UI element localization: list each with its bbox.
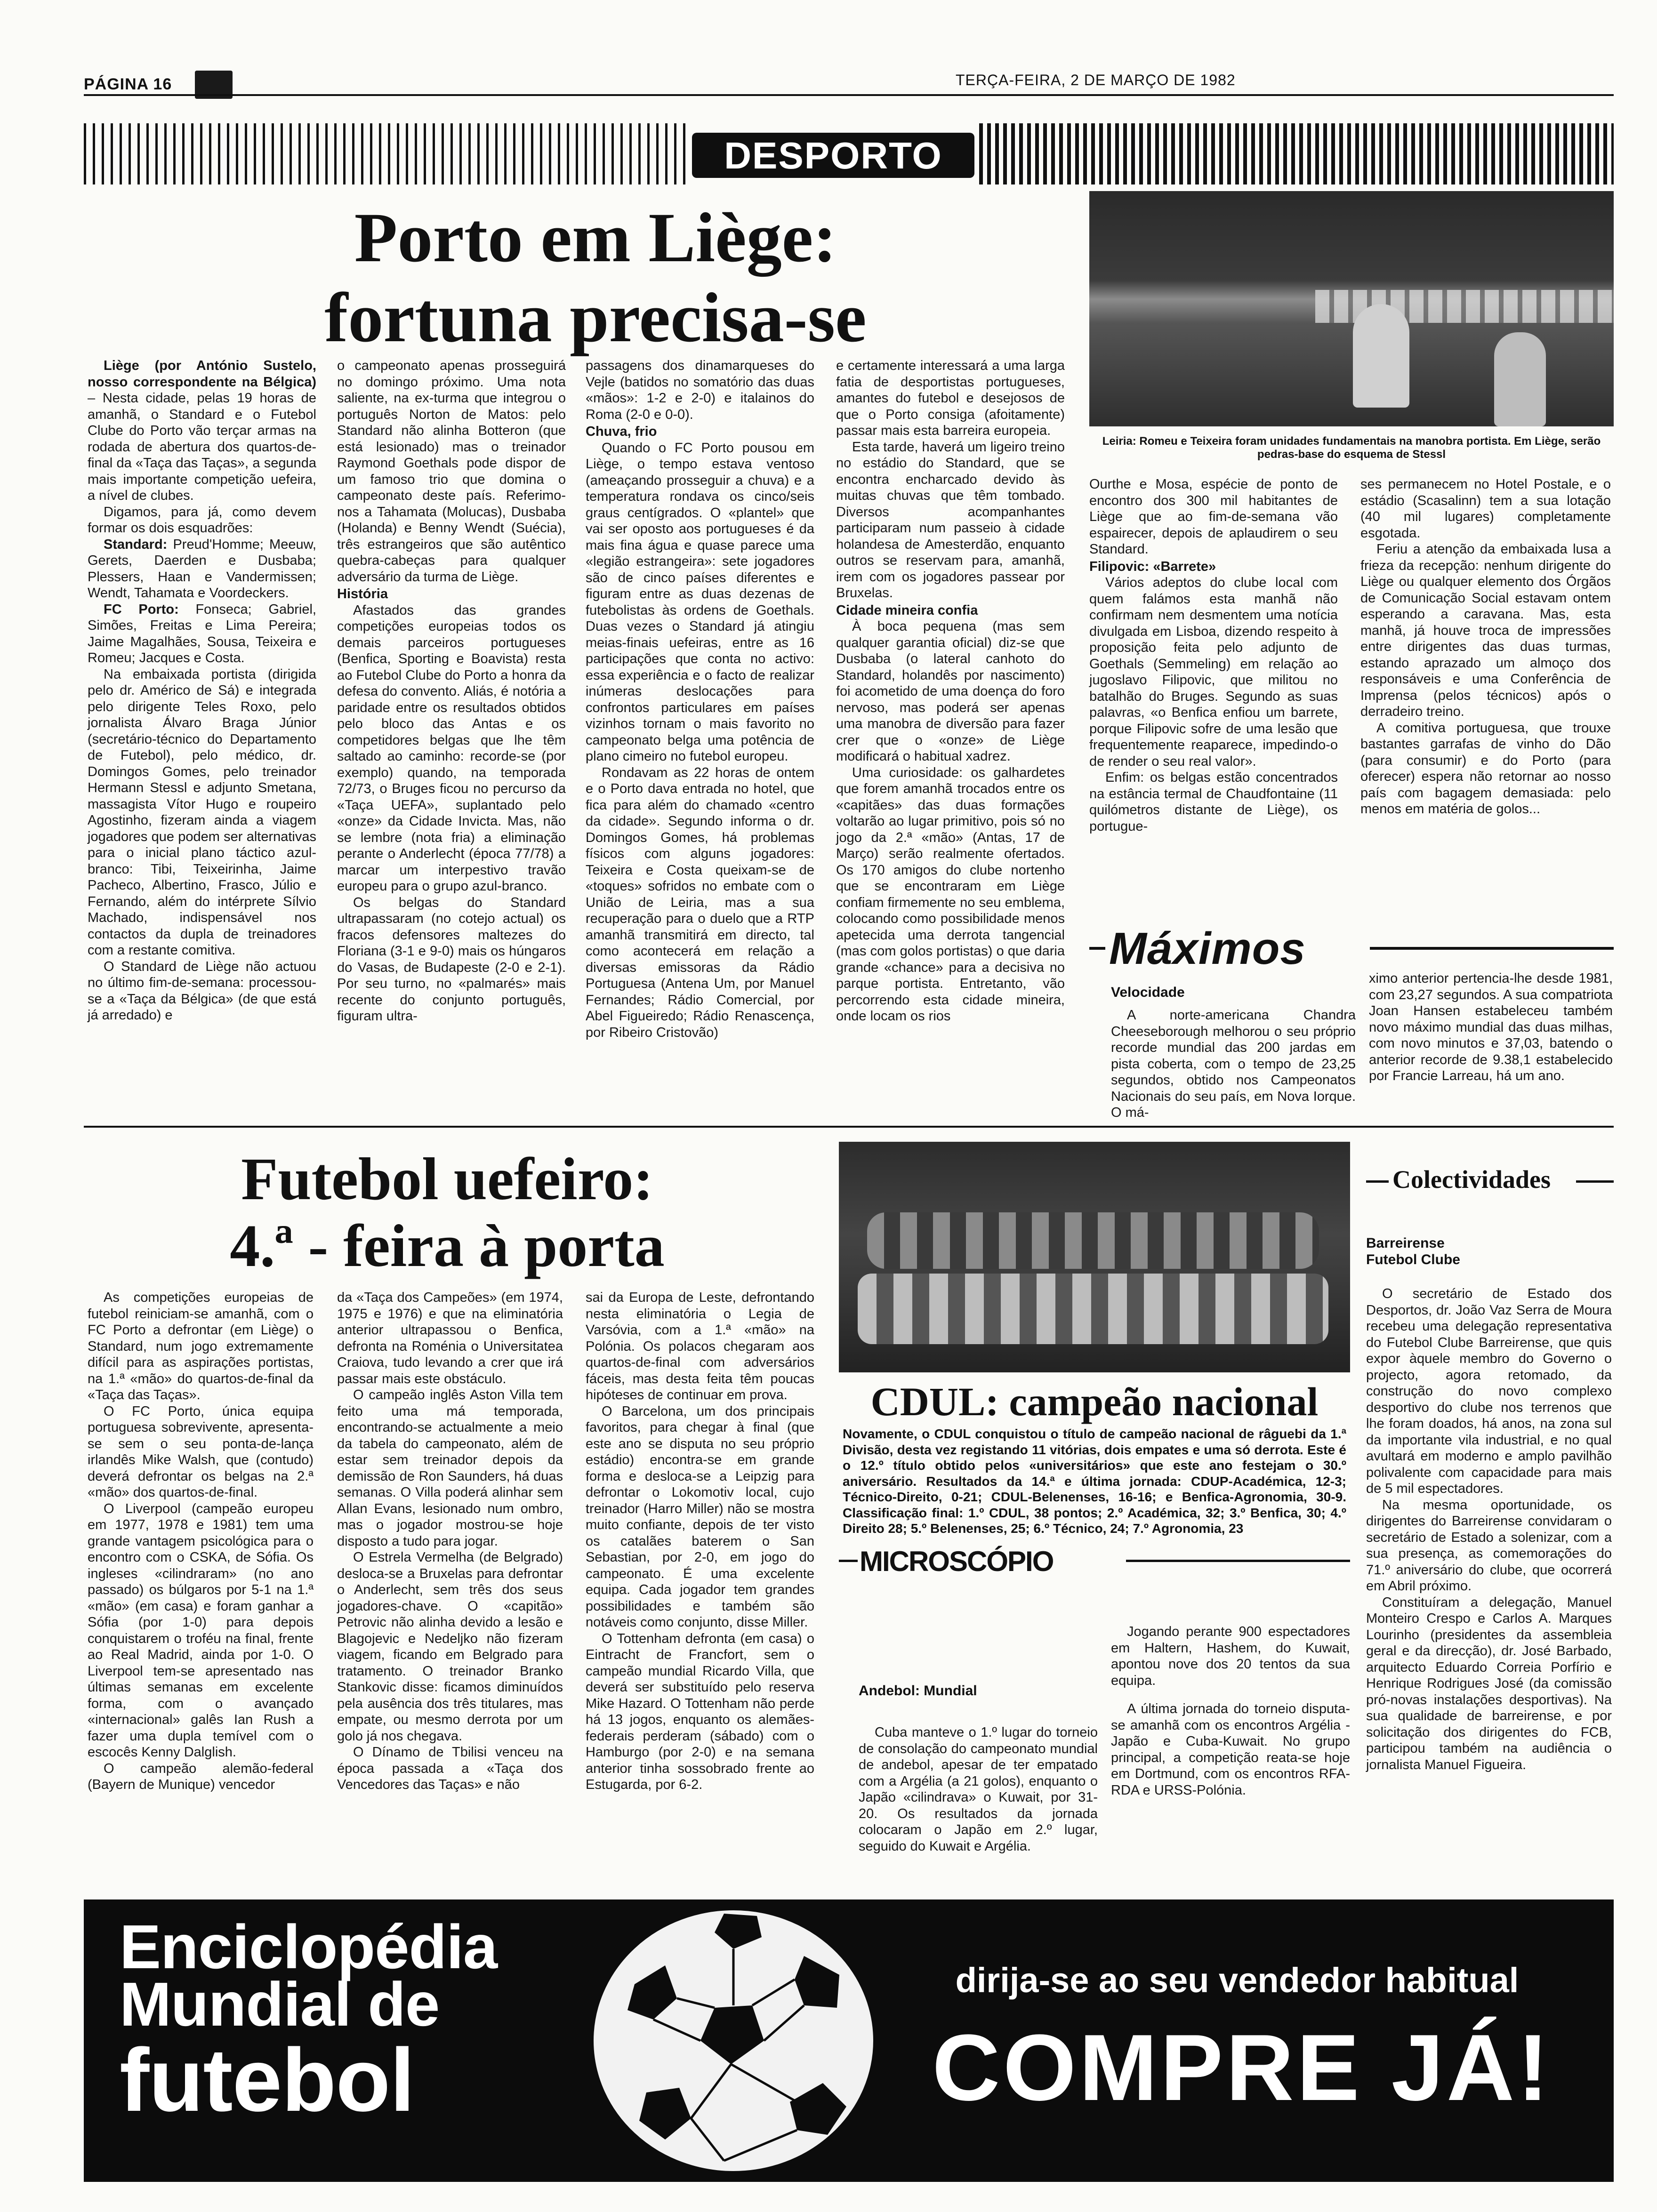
- paragraph: À boca pequena (mas sem qualquer garantia oficial) diz-se que Dusbaba (o lateral canhoto do Standard, holandês por nascimento) foi acometido de uma doença do foro nervoso, mas poderá ser apenas uma manobra de diversão para fazer crer que o «onze» de Liège modificará o habitual xadrez.: [836, 619, 1065, 764]
- ad-line: Mundial de: [120, 1970, 440, 2039]
- uefa-col-2: [337, 1290, 563, 1793]
- uefa-col-1: [88, 1290, 314, 1793]
- maximos-title: Máximos: [1109, 923, 1306, 974]
- liege-col-3: [586, 358, 814, 1041]
- ad-cta: COMPRE JÁ!: [932, 2015, 1552, 2120]
- headline-line: Futebol uefeiro:: [241, 1146, 653, 1212]
- paragraph: O campeão inglês Aston Villa tem feito uma má temporada, encontrando-se actualmente a meio da tabela do campeonato, além de estar sem treinador depois da demissão de Ron Saunders, há duas semanas. O Villa poderá alinhar sem Allan Evans, lesionado num ombro, mas o jogador mostrou-se hoje disposto a tudo para jogar.: [337, 1387, 563, 1549]
- paragraph: O campeão alemão-federal (Bayern de Munique) vencedor: [88, 1761, 314, 1792]
- micro-text: Cuba manteve o 1.º lugar do torneio de consolação do campeonato mundial de andebol, apesar de ter empatado com a Argélia (a 21 golos), enquanto o Japão «cilindrava» o Kuwait, por 31-20. Os resultados da jornada colocaram o Japão em 2.º lugar, seguido do Kuwait e Argélia.: [859, 1725, 1098, 1854]
- ad-line: futebol: [120, 2030, 415, 2130]
- liege-col-5: [1089, 476, 1338, 834]
- headline-line: fortuna precisa-se: [324, 279, 867, 357]
- paragraph-lead: FC Porto:: [104, 601, 179, 617]
- maximos-col-2: [1369, 970, 1613, 1084]
- micro-rule-right: [1126, 1560, 1350, 1562]
- micro-col-1: [859, 1724, 1098, 1854]
- paragraph: O Liverpool (campeão europeu em 1977, 1978 e 1981) tem uma grande vantagem psicológica para o encontro com o CSKA, de Sófia. Os ingleses «cilindraram» (no ano passado) os búlgaros por 5-1 na 1.ª «mão» (em casa) e foram ganhar a Sófia (por 1-0) para depois conquistarem o troféu na final, frente ao Real Madrid, ainda por 1-0. O Liverpool tem-se apresentado nas últimas semanas em excelente forma, com o avançado «internacional» galês Ian Rush a fazer uma dupla temível com o escocês Kenny Dalglish.: [88, 1501, 314, 1760]
- paragraph: FC Porto: Fonseca; Gabriel, Simões, Freitas e Lima Pereira; Jaime Magalhães, Sousa, Teixeira e Romeu; Jacques e Costa.: [88, 601, 316, 665]
- paragraph: O Tottenham defronta (em casa) o Eintracht de Francfort, sem o campeão mundial Ricardo Villa, que deverá ser substituído pelo reserva Mike Hazard. O Tottenham não perde há 13 jogos, enquanto os alemães-federais perderam (sábado) com o Hamburgo (por 2-0) e na semana anterior tinha sossobrado frente ao Estugarda, por 6-2.: [586, 1631, 814, 1792]
- subheading: História: [337, 586, 388, 601]
- headline-line: 4.ª - feira à porta: [230, 1212, 665, 1279]
- soccer-ball-icon-svg: [583, 1904, 884, 2177]
- colect-body: [1366, 1286, 1612, 1773]
- paragraph: Na embaixada portista (dirigida pelo dr. Américo de Sá) e integrada pelo dirigente Teles Roxo, pelo jornalista Álvaro Braga Júnior (secretário-técnico do Departamento de Futebol), pelo médico, dr. Domingos Gomes, pelo treinador Hermann Stessl e adjunto Smetana, massagista Vítor Hugo e roupeiro Agostinho, fizeram ainda a viagem jogadores que podem ser alternativas para o inicial plano táctico azul-branco: Tibi, Teixeirinha, Jaime Pacheco, Albertino, Frasco, Júlio e Fernando, além do intérprete Sílvio Machado, indispensável nos contactos da dupla de treinadores com a restante comitiva.: [88, 666, 316, 958]
- paragraph: Digamos, para já, como devem formar os dois esquadrões:: [88, 504, 316, 536]
- liege-col-4: [836, 358, 1065, 1025]
- micro-subhead: Andebol: Mundial: [859, 1683, 977, 1699]
- ad-tagline: dirija-se ao seu vendedor habitual: [955, 1961, 1519, 2000]
- micro-text: A última jornada do torneio disputa-se amanhã com os encontros Argélia - Japão e Cuba-Kuwait. No grupo principal, a competição reata-se hoje em Dortmund, com os encontros RFA-RDA e URSS-Polónia.: [1111, 1701, 1350, 1798]
- photo-player: [1494, 332, 1546, 426]
- maximos-text: ximo anterior pertencia-lhe desde 1981, com 23,27 segundos. A sua compatriota Joan Hansen estabeleceu também novo máximo mundial das duas milhas, com novo minutos e 37,03, batendo o anterior recorde de 9.38,1 estabelecido por Francie Larreau, há um ano.: [1369, 971, 1613, 1083]
- paragraph: da «Taça dos Campeões» (em 1974, 1975 e 1976) e que na eliminatória anterior ultrapassou o Benfica, defronta na Roménia o Universitatea Craiova, tudo levando a crer que irá passar mais este obstáculo.: [337, 1290, 563, 1387]
- subheading: Chuva, frio: [586, 424, 657, 439]
- section-band-right: [979, 123, 1614, 184]
- headline-liege: [282, 198, 909, 358]
- micro-title: MICROSCÓPIO: [860, 1546, 1054, 1577]
- cdul-title: CDUL: campeão nacional: [870, 1379, 1319, 1424]
- paragraph: Feriu a atenção da embaixada lusa a frieza da recepção: nenhum dirigente do Liège ou qualquer elemento dos Órgãos de Comunicação Social estavam ontem esperando a caravana. Mas, esta manhã, já houve troca de impressões entre dirigentes das duas turmas, estando aprazado um almoço dos responsáveis e uma Conferência de Imprensa (pelos técnicos) após o derradeiro treino.: [1360, 542, 1611, 719]
- paragraph: Standard: Preud'Homme; Meeuw, Gerets, Daerden e Dusbaba; Plessers, Haan e Vandermissen; Wendt, Tahamata e Voordeckers.: [88, 537, 316, 601]
- paragraph: ses permanecem no Hotel Postale, e o estádio (Scasalinn) tem a sua lotação (40 mil lugares) completamente esgotada.: [1360, 477, 1611, 541]
- match-photo: [1089, 191, 1614, 426]
- paragraph: Enfim: os belgas estão concentrados na estância termal de Chaudfontaine (11 quilómetros distante de Liège), os portugue-: [1089, 770, 1338, 834]
- paragraph: A comitiva portuguesa, que trouxe bastantes garrafas de vinho do Dão (para consumir) e do Porto (para oferecer) espera não retornar ao nosso país com bagagem demasiada: pelo menos em matéria de golos...: [1360, 720, 1611, 817]
- paragraph: O FC Porto, única equipa portuguesa sobrevivente, apresenta-se sem o seu ponta-de-lança irlandês Mike Walsh, que (contudo) deverá defrontar os belgas na 2.ª «mão» dos quartos-de-final.: [88, 1403, 314, 1500]
- headline-line: Porto em Liège:: [354, 199, 837, 277]
- paragraph: Os belgas do Standard ultrapassaram (no cotejo actual) os fracos defensores maltezes do Floriana (3-1 e 9-0) mais os húngaros do Vasas, de Budapeste (2-0 e 2-1). Por seu turno, no «palmarés» mais recente do conjunto português, figuram ultra-: [337, 895, 566, 1024]
- micro-rule-left: [839, 1560, 858, 1562]
- maximos-rule-left: [1089, 947, 1105, 950]
- colect-club: Barreirense Futebol Clube: [1366, 1235, 1460, 1267]
- micro-col-2: [1111, 1624, 1350, 1798]
- paragraph: Liège (por António Sustelo, nosso correspondente na Bélgica) – Nesta cidade, pelas 19 horas de amanhã, o Standard e o Futebol Clube do Porto vão terçar armas na rodada de abertura dos quartos-de-final da «Taça das Taças», a segunda mais importante competição uefeira, a nível de clubes.: [88, 358, 316, 503]
- colect-rule-right: [1576, 1180, 1614, 1183]
- paragraph: Afastados das grandes competições europeias todos os demais parceiros portugueses (Benfica, Sporting e Boavista) resta ao Futebol Clube do Porto a honra da defesa do convento. Aliás, é notória a paridade entre os resultados obtidos pelo bloco das Antas e os competidores belgas que lhe têm saltado ao caminho: recorde-se (por exemplo) quando, na temporada 72/73, o Bruges ficou no percurso da «Taça UEFA», suplantado pelo «onze» da Cidade Invicta. Mas, não se lembre (nota fria) a eliminação perante o Anderlecht (época 77/78) a marcar um interpestivo travão europeu para o grupo azul-branco.: [337, 602, 566, 894]
- soccer-ball-icon: [583, 1904, 884, 2177]
- page-number: PÁGINA 16: [84, 75, 172, 93]
- paragraph: O Dínamo de Tbilisi venceu na época passada a «Taça dos Vencedores das Taças» e não: [337, 1745, 563, 1792]
- paragraph: O Standard de Liège não actuou no último fim-de-semana: processou-se a «Taça da Bélgica» (de que está já arredado) e: [88, 959, 316, 1023]
- paragraph: Uma curiosidade: os galhardetes que forem amanhã trocados entre os «capitães» das duas formações voltarão ao lugar primitivo, pois só no jogo da 2.ª «mão» (Antas, 17 de Março) serão realmente ofertados. Os 170 amigos do clube nortenho que se encontraram em Liège confiam firmemente no seu emblema, colocando como possibilidade menos apetecida uma derrota tangencial (mas com golos portistas) o que daria grande «chance» para a decisiva no parque portista. Entretanto, vão percorrendo esta cidade mineira, onde locam os rios: [836, 765, 1065, 1024]
- section-band-left: [84, 123, 691, 184]
- team-photo: [839, 1142, 1350, 1372]
- paragraph: Esta tarde, haverá um ligeiro treino no estádio do Standard, que se encontra encharcado devido às muitas chuvas que têm tombado. Diversos acompanhantes participaram num passeio à cidade holandesa de Amesterdão, enquanto outros se reservam para, amanhã, irem com os jogadores passear por Bruxelas.: [836, 439, 1065, 601]
- photo-player: [1353, 304, 1409, 408]
- paragraph: O Estrela Vermelha (de Belgrado) desloca-se a Bruxelas para defrontar o Anderlecht, sem três dos seus jogadores-chave. O «capitão» Petrovic não alinha devido a lesão e Blagojevic e Nedeljko não fizeram viagem, ficando em Belgrado para tratamento. O treinador Branko Stankovic disse: ficamos diminuídos pela ausência dos três titulares, mas empate, ou mesmo derrota por um golo já nos chegava.: [337, 1550, 563, 1744]
- header-rule: [84, 94, 1614, 96]
- section-title: DESPORTO: [724, 135, 942, 176]
- paragraph: sai da Europa de Leste, defrontando nesta eliminatória o Legia de Varsóvia, com a 1.ª «mão» na Polónia. Os polacos chegaram aos quartos-de-final com adversários fáceis, mas desta feita têm poucas hipóteses de continuar em prova.: [586, 1290, 814, 1403]
- cdul-body: Novamente, o CDUL conquistou o título de campeão nacional de râguebi da 1.ª Divisão, desta vez registando 11 vitórias, dois empates e uma só derrota. Este é o 12.º título obtido pelos «universitários» que este ano festejam o 30.º aniversário. Resultados da 14.ª e última jornada: CDUP-Académica, 12-3; Técnico-Direito, 0-21; CDUL-Belenenses, 16-16; e Benfica-Agronomia, 30-9. Classificação final: 1.º CDUL, 38 pontos; 2.º Académica, 32; 3.º Benfica, 30; 4.º Direito 28; 5.º Belenenses, 25; 6.º Técnico, 24; 7.º Agronomia, 23: [843, 1427, 1346, 1536]
- paragraph: Quando o FC Porto pousou em Liège, o tempo estava ventoso (ameaçando prosseguir a chuva) e a temperatura rondava os cinco/seis graus centígrados. O «plantel» que vai ser oposto aos portugueses é da mais fina água e quase parece uma «legião estrangeira»: sete jogadores são de cinco países diferentes e figuram entre as duas dezenas de futebolistas às ordens de Goethals. Duas vezes o Standard já atingiu meias-finais uefeiras, entre as 16 participações que conta no activo: essa experiência e o facto de realizar inúmeras deslocações para confrontos particulares em países vizinhos tornam o mais favorito no campeonato belga uma potência de plano cimeiro no futebol europeu.: [586, 440, 814, 764]
- paragraph: O Barcelona, um dos principais favoritos, para chegar à final (que este ano se disputa no seu próprio estádio) encontra-se em grande forma e desloca-se a Leipzig para defrontar o Lokomotiv local, cujo treinador (Harro Miller) não se mostra muito confiante, depois de ter visto os catalães baterem o San Sebastian, por 2-0, em jogo do campeonato. É uma excelente equipa. Cada jogador tem grandes possibilidades e também são notáveis como conjunto, disse Miller.: [586, 1403, 814, 1630]
- photo-team-row: [858, 1274, 1328, 1344]
- liege-col-2: [337, 358, 566, 1025]
- liege-col-1: [88, 358, 316, 1024]
- paragraph: passagens dos dinamarqueses do Vejle (batidos no somatório das duas «mãos»: 1-2 e 2-0) e italainos do Roma (2-0 e 0-0).: [586, 358, 814, 422]
- photo-team-row: [867, 1212, 1319, 1269]
- maximos-text: A norte-americana Chandra Cheeseborough melhorou o seu próprio recorde mundial das 200 jardas em pista coberta, com o tempo de 23,25 segundos, obtido nos Campeonatos Nacionais do seu país, em Nova Iorque. O má-: [1111, 1008, 1356, 1120]
- maximos-subhead: Velocidade: [1111, 985, 1185, 1000]
- paragraph-lead: Liège (por António Sustelo, nosso correspondente na Bélgica): [88, 358, 316, 390]
- ad-title: [120, 1912, 498, 2130]
- micro-text: Jogando perante 900 espectadores em Haltern, Hashem, do Kuwait, apontou nove dos 20 tentos da sua equipa.: [1111, 1624, 1350, 1688]
- paragraph: e certamente interessará a uma larga fatia de desportistas portugueses, amantes do futebol e desejosos de que o Porto consiga (afoitamente) passar mais esta barreira europeia.: [836, 358, 1065, 438]
- uefa-col-3: [586, 1290, 814, 1793]
- paragraph: Rondavam as 22 horas de ontem e o Porto dava entrada no hotel, que fica para além do chamado «centro da cidade». Segundo informa o dr. Domingos Gomes, há problemas físicos com alguns jogadores: Teixeira e Costa queixam-se de «toques» sofridos no embate com o União de Leiria, mas a sua recuperação para o duelo que a RTP amanhã transmitirá em directo, tal como acontecerá em relação a diversas emissoras da Rádio Portuguesa (Antena Um, por Manuel Fernandes; Rádio Comercial, por Abel Figueiredo; Rádio Renascença, por Ribeiro Cristovão): [586, 765, 814, 1040]
- paragraph: As competições europeias de futebol reiniciam-se amanhã, com o FC Porto a defrontar (em Liège) o Standard, num jogo extremamente difícil para as aspirações portistas, na 1.ª «mão» do quartos-de-final da «Taça das Taças».: [88, 1290, 314, 1403]
- subheading: Filipovic: «Barrete»: [1089, 559, 1216, 574]
- colect-rule-left: [1366, 1180, 1389, 1183]
- paragraph-lead: Standard:: [104, 537, 168, 552]
- ad-line: Enciclopédia: [120, 1912, 498, 1981]
- paragraph: Vários adeptos do clube local com quem falámos esta manhã não confirmam nem desmentem uma notícia divulgada em Lisboa, dizendo respeito à proposição feita pelo adjunto de Goethals (Semmeling) em relação ao jugoslavo Filipovic, que militou no batalhão do Bruges. Segundo as suas palavras, «o Benfica enfiou um barrete, porque Filipovic sofre de uma lesão que frequentemente reaparece, impedindo-o de render o seu real valor».: [1089, 575, 1338, 769]
- issue-date: TERÇA-FEIRA, 2 DE MARÇO DE 1982: [956, 72, 1236, 88]
- colect-text: O secretário de Estado dos Desportos, dr. João Vaz Serra de Moura recebeu uma delegação representativa do Futebol Clube Barreirense, que quis expor àquele membro do Governo o projecto, agora retomado, da construção do novo complexo desportivo do clube nos terrenos que lhe foram doados, há anos, na zona sul da importante vila industrial, e no qual avultará em moderno e amplo pavilhão polivalente com capacidade para mais de 5 mil espectadores.: [1366, 1286, 1612, 1496]
- liege-col-6: [1360, 476, 1611, 817]
- colect-text: Constituíram a delegação, Manuel Monteiro Crespo e Carlos A. Marques Lourinho (presidentes da assembleia geral e da direcção), dr. José Barbado, arquitecto Eduardo Correia Porfírio e Henrique Rodrigues José (da comissão pró-novas instalações desportivas). Na sua qualidade de barreirense, e por solicitação dos dirigentes do FCB, participou também na audiência o jornalista Manuel Figueira.: [1366, 1595, 1612, 1772]
- subheading: Cidade mineira confia: [836, 602, 978, 618]
- section-separator: [84, 1126, 1614, 1128]
- photo-caption: Leiria: Romeu e Teixeira foram unidades fundamentais na manobra portista. Em Liège, serão pedras-base do esquema de Stessl: [1102, 435, 1601, 461]
- colect-text: Na mesma oportunidade, os dirigentes do Barreirense convidaram o secretário de Estado a solenizar, com a sua presença, as comemorações do 71.º aniversário do clube, que ocorrerá em Abril próximo.: [1366, 1497, 1612, 1594]
- paragraph: o campeonato apenas prosseguirá no domingo próximo. Uma nota saliente, na ex-turma que integrou o português Norton de Matos: pelo Standard não alinha Botteron (que está lesionado) mas o treinador Raymond Goethals pode dispor de um famoso trio que domina o campeonato deste país. Referimo-nos a Tahamata (Molucas), Dusbaba (Holanda) e Benny Wendt (Suécia), três estrangeiros que são autêntico quebra-cabeças para qualquer adversário da turma de Liège.: [337, 358, 566, 585]
- headline-uefa: [89, 1146, 805, 1279]
- maximos-rule-right: [1370, 947, 1614, 950]
- colect-title: Colectividades: [1392, 1165, 1551, 1194]
- ad-banner: [84, 1899, 1614, 2182]
- maximos-col-1: [1111, 1007, 1356, 1121]
- paragraph: Ourthe e Mosa, espécie de ponto de encontro dos 300 mil habitantes de Liège que ao fim-de-semana vão espairecer, depois de aplaudirem o seu Standard.: [1089, 477, 1338, 557]
